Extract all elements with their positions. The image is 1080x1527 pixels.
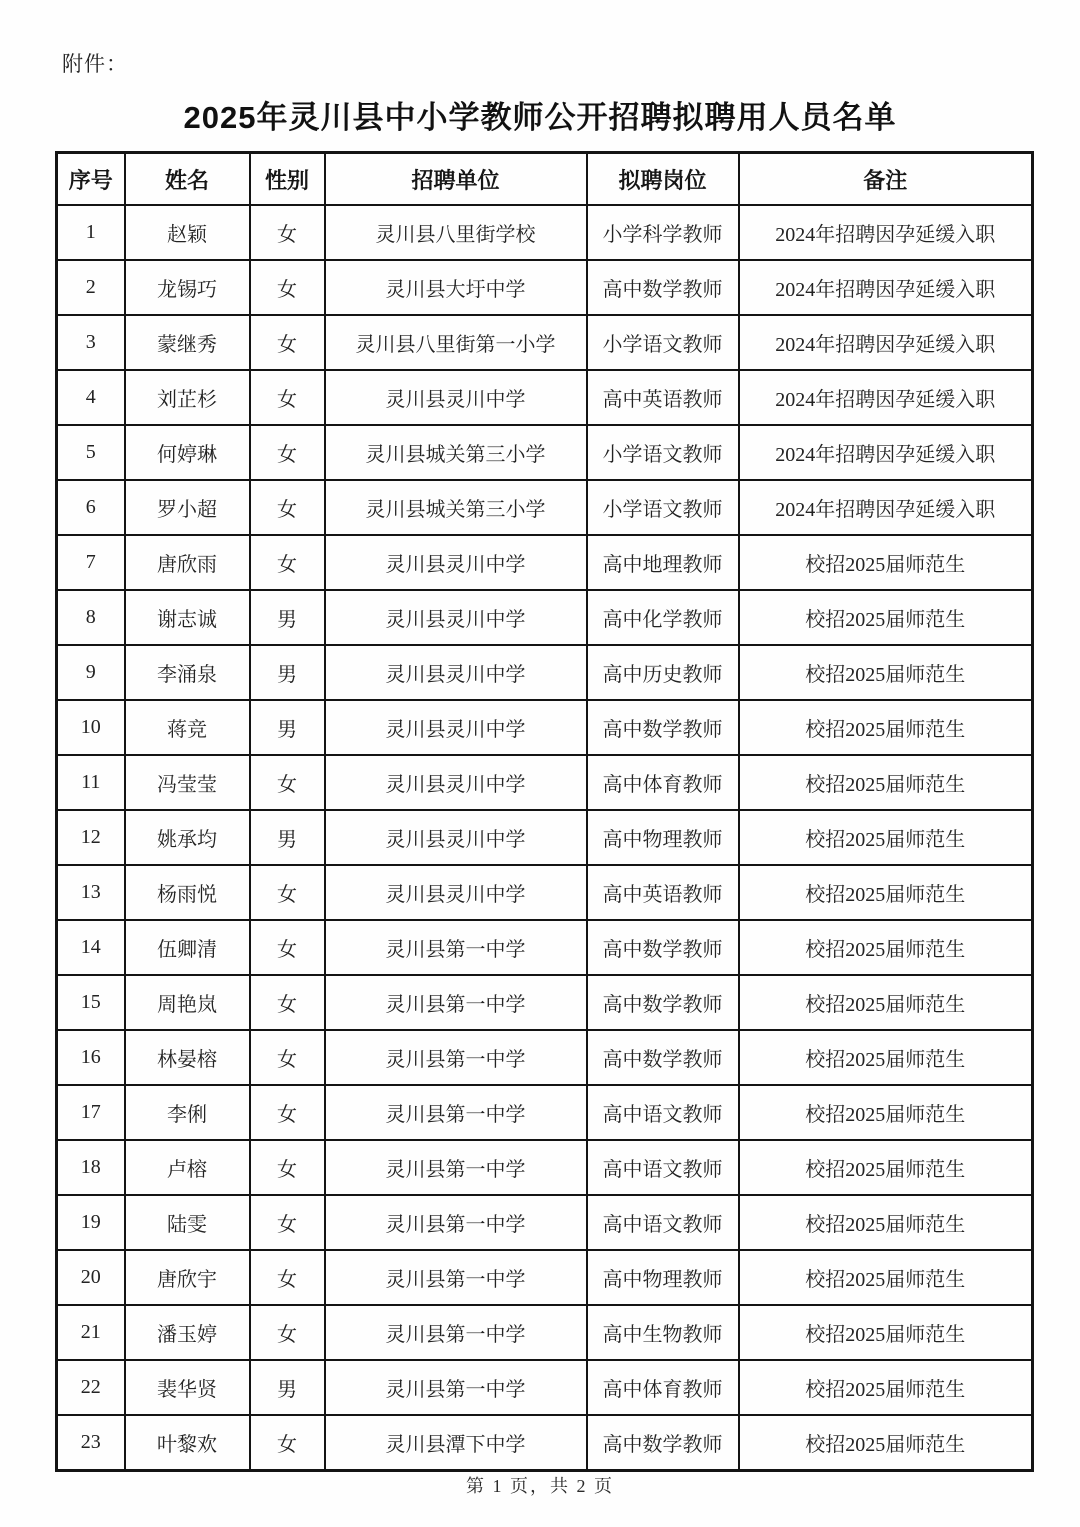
cell-name: 杨雨悦 <box>125 865 250 920</box>
table-row <box>57 205 1033 260</box>
cell-unit: 灵川县第一中学 <box>325 1085 587 1140</box>
cell-remark: 校招2025届师范生 <box>739 700 1033 755</box>
cell-name: 罗小超 <box>125 480 250 535</box>
cell-position: 高中地理教师 <box>587 535 739 590</box>
cell-gender: 女 <box>250 755 325 810</box>
cell-index: 13 <box>57 865 125 920</box>
cell-position: 高中语文教师 <box>587 1195 739 1250</box>
page-title: 2025年灵川县中小学教师公开招聘拟聘用人员名单 <box>183 100 897 135</box>
table-row <box>57 260 1033 315</box>
column-header-remark: 备注 <box>739 153 1033 206</box>
table-row <box>57 1305 1033 1360</box>
cell-gender: 男 <box>250 590 325 645</box>
cell-unit: 灵川县第一中学 <box>325 1140 587 1195</box>
cell-unit: 灵川县城关第三小学 <box>325 425 587 480</box>
cell-gender: 女 <box>250 1140 325 1195</box>
cell-gender: 女 <box>250 260 325 315</box>
cell-name: 蒋竞 <box>125 700 250 755</box>
cell-position: 高中语文教师 <box>587 1140 739 1195</box>
cell-unit: 灵川县第一中学 <box>325 920 587 975</box>
cell-index: 21 <box>57 1305 125 1360</box>
cell-remark: 校招2025届师范生 <box>739 535 1033 590</box>
table-row <box>57 535 1033 590</box>
cell-unit: 灵川县第一中学 <box>325 1030 587 1085</box>
table-row <box>57 865 1033 920</box>
cell-gender: 女 <box>250 480 325 535</box>
cell-gender: 女 <box>250 865 325 920</box>
cell-position: 高中化学教师 <box>587 590 739 645</box>
cell-name: 姚承均 <box>125 810 250 865</box>
cell-gender: 女 <box>250 535 325 590</box>
page-footer: 第 1 页，共 2 页 <box>466 1476 614 1496</box>
cell-unit: 灵川县潭下中学 <box>325 1415 587 1471</box>
cell-unit: 灵川县第一中学 <box>325 1250 587 1305</box>
table-row <box>57 645 1033 700</box>
cell-gender: 男 <box>250 700 325 755</box>
cell-position: 高中体育教师 <box>587 755 739 810</box>
cell-remark: 校招2025届师范生 <box>739 975 1033 1030</box>
cell-unit: 灵川县城关第三小学 <box>325 480 587 535</box>
cell-position: 小学语文教师 <box>587 480 739 535</box>
cell-gender: 女 <box>250 975 325 1030</box>
cell-remark: 校招2025届师范生 <box>739 865 1033 920</box>
cell-unit: 灵川县灵川中学 <box>325 370 587 425</box>
roster-table <box>55 151 1034 1472</box>
cell-remark: 2024年招聘因孕延缓入职 <box>739 260 1033 315</box>
cell-position: 高中数学教师 <box>587 1030 739 1085</box>
cell-index: 19 <box>57 1195 125 1250</box>
table-row <box>57 1195 1033 1250</box>
cell-name: 叶黎欢 <box>125 1415 250 1471</box>
cell-unit: 灵川县灵川中学 <box>325 590 587 645</box>
cell-position: 高中语文教师 <box>587 1085 739 1140</box>
cell-position: 高中数学教师 <box>587 1415 739 1471</box>
column-header-gender: 性别 <box>250 153 325 206</box>
table-header-row <box>57 153 1033 206</box>
cell-unit: 灵川县灵川中学 <box>325 865 587 920</box>
table-row <box>57 1250 1033 1305</box>
cell-index: 7 <box>57 535 125 590</box>
cell-index: 16 <box>57 1030 125 1085</box>
cell-name: 冯莹莹 <box>125 755 250 810</box>
cell-index: 20 <box>57 1250 125 1305</box>
cell-index: 4 <box>57 370 125 425</box>
cell-remark: 校招2025届师范生 <box>739 755 1033 810</box>
cell-unit: 灵川县灵川中学 <box>325 700 587 755</box>
cell-position: 高中物理教师 <box>587 810 739 865</box>
column-header-unit: 招聘单位 <box>325 153 587 206</box>
cell-gender: 女 <box>250 1415 325 1471</box>
cell-gender: 女 <box>250 1195 325 1250</box>
cell-unit: 灵川县灵川中学 <box>325 810 587 865</box>
cell-remark: 2024年招聘因孕延缓入职 <box>739 315 1033 370</box>
cell-gender: 男 <box>250 810 325 865</box>
cell-name: 伍卿清 <box>125 920 250 975</box>
table-row <box>57 1030 1033 1085</box>
cell-remark: 校招2025届师范生 <box>739 645 1033 700</box>
table-row <box>57 315 1033 370</box>
cell-remark: 校招2025届师范生 <box>739 1085 1033 1140</box>
cell-index: 23 <box>57 1415 125 1471</box>
cell-position: 小学语文教师 <box>587 315 739 370</box>
cell-remark: 校招2025届师范生 <box>739 590 1033 645</box>
cell-position: 高中英语教师 <box>587 370 739 425</box>
table-row <box>57 425 1033 480</box>
cell-index: 18 <box>57 1140 125 1195</box>
cell-name: 唐欣雨 <box>125 535 250 590</box>
table-row <box>57 920 1033 975</box>
cell-name: 周艳岚 <box>125 975 250 1030</box>
cell-index: 22 <box>57 1360 125 1415</box>
cell-remark: 校招2025届师范生 <box>739 1360 1033 1415</box>
cell-unit: 灵川县第一中学 <box>325 975 587 1030</box>
cell-remark: 校招2025届师范生 <box>739 1140 1033 1195</box>
cell-index: 14 <box>57 920 125 975</box>
table-row <box>57 1360 1033 1415</box>
cell-index: 5 <box>57 425 125 480</box>
cell-index: 1 <box>57 205 125 260</box>
cell-position: 高中生物教师 <box>587 1305 739 1360</box>
cell-position: 高中数学教师 <box>587 920 739 975</box>
cell-index: 12 <box>57 810 125 865</box>
cell-unit: 灵川县大圩中学 <box>325 260 587 315</box>
cell-index: 6 <box>57 480 125 535</box>
cell-unit: 灵川县灵川中学 <box>325 645 587 700</box>
cell-name: 裴华贤 <box>125 1360 250 1415</box>
table-row <box>57 1140 1033 1195</box>
cell-name: 李涌泉 <box>125 645 250 700</box>
cell-index: 2 <box>57 260 125 315</box>
cell-remark: 校招2025届师范生 <box>739 1305 1033 1360</box>
cell-unit: 灵川县第一中学 <box>325 1305 587 1360</box>
cell-name: 刘芷杉 <box>125 370 250 425</box>
cell-remark: 校招2025届师范生 <box>739 810 1033 865</box>
cell-index: 8 <box>57 590 125 645</box>
cell-index: 10 <box>57 700 125 755</box>
cell-name: 赵颖 <box>125 205 250 260</box>
cell-gender: 女 <box>250 370 325 425</box>
cell-remark: 2024年招聘因孕延缓入职 <box>739 480 1033 535</box>
cell-position: 高中数学教师 <box>587 975 739 1030</box>
cell-gender: 男 <box>250 1360 325 1415</box>
cell-name: 李俐 <box>125 1085 250 1140</box>
cell-position: 小学语文教师 <box>587 425 739 480</box>
cell-unit: 灵川县灵川中学 <box>325 755 587 810</box>
cell-gender: 女 <box>250 425 325 480</box>
table-row <box>57 1085 1033 1140</box>
table-row <box>57 975 1033 1030</box>
column-header-position: 拟聘岗位 <box>587 153 739 206</box>
cell-remark: 校招2025届师范生 <box>739 1030 1033 1085</box>
cell-name: 何婷琳 <box>125 425 250 480</box>
cell-gender: 女 <box>250 315 325 370</box>
cell-name: 谢志诚 <box>125 590 250 645</box>
cell-position: 高中英语教师 <box>587 865 739 920</box>
cell-position: 高中历史教师 <box>587 645 739 700</box>
table-row <box>57 590 1033 645</box>
table-row <box>57 755 1033 810</box>
cell-index: 15 <box>57 975 125 1030</box>
cell-remark: 2024年招聘因孕延缓入职 <box>739 370 1033 425</box>
cell-index: 9 <box>57 645 125 700</box>
cell-index: 11 <box>57 755 125 810</box>
cell-name: 潘玉婷 <box>125 1305 250 1360</box>
cell-index: 3 <box>57 315 125 370</box>
cell-index: 17 <box>57 1085 125 1140</box>
table-body <box>57 205 1033 1471</box>
cell-name: 林晏榕 <box>125 1030 250 1085</box>
cell-gender: 男 <box>250 645 325 700</box>
cell-name: 陆雯 <box>125 1195 250 1250</box>
column-header-name: 姓名 <box>125 153 250 206</box>
cell-name: 唐欣宇 <box>125 1250 250 1305</box>
cell-position: 高中体育教师 <box>587 1360 739 1415</box>
cell-gender: 女 <box>250 205 325 260</box>
cell-name: 龙锡巧 <box>125 260 250 315</box>
cell-gender: 女 <box>250 1030 325 1085</box>
table-row <box>57 480 1033 535</box>
attachment-label: 附件： <box>62 52 128 76</box>
cell-remark: 2024年招聘因孕延缓入职 <box>739 205 1033 260</box>
cell-position: 高中物理教师 <box>587 1250 739 1305</box>
cell-unit: 灵川县第一中学 <box>325 1360 587 1415</box>
cell-name: 蒙继秀 <box>125 315 250 370</box>
cell-unit: 灵川县灵川中学 <box>325 535 587 590</box>
cell-remark: 校招2025届师范生 <box>739 1195 1033 1250</box>
cell-name: 卢榕 <box>125 1140 250 1195</box>
cell-remark: 校招2025届师范生 <box>739 1250 1033 1305</box>
column-header-index: 序号 <box>57 153 125 206</box>
cell-unit: 灵川县第一中学 <box>325 1195 587 1250</box>
cell-gender: 女 <box>250 1085 325 1140</box>
table-row <box>57 370 1033 425</box>
cell-gender: 女 <box>250 1305 325 1360</box>
cell-position: 高中数学教师 <box>587 260 739 315</box>
cell-unit: 灵川县八里街学校 <box>325 205 587 260</box>
cell-gender: 女 <box>250 920 325 975</box>
cell-remark: 校招2025届师范生 <box>739 920 1033 975</box>
table-row <box>57 810 1033 865</box>
cell-remark: 校招2025届师范生 <box>739 1415 1033 1471</box>
cell-gender: 女 <box>250 1250 325 1305</box>
cell-position: 小学科学教师 <box>587 205 739 260</box>
cell-unit: 灵川县八里街第一小学 <box>325 315 587 370</box>
table-row <box>57 700 1033 755</box>
cell-remark: 2024年招聘因孕延缓入职 <box>739 425 1033 480</box>
cell-position: 高中数学教师 <box>587 700 739 755</box>
table-row <box>57 1415 1033 1471</box>
